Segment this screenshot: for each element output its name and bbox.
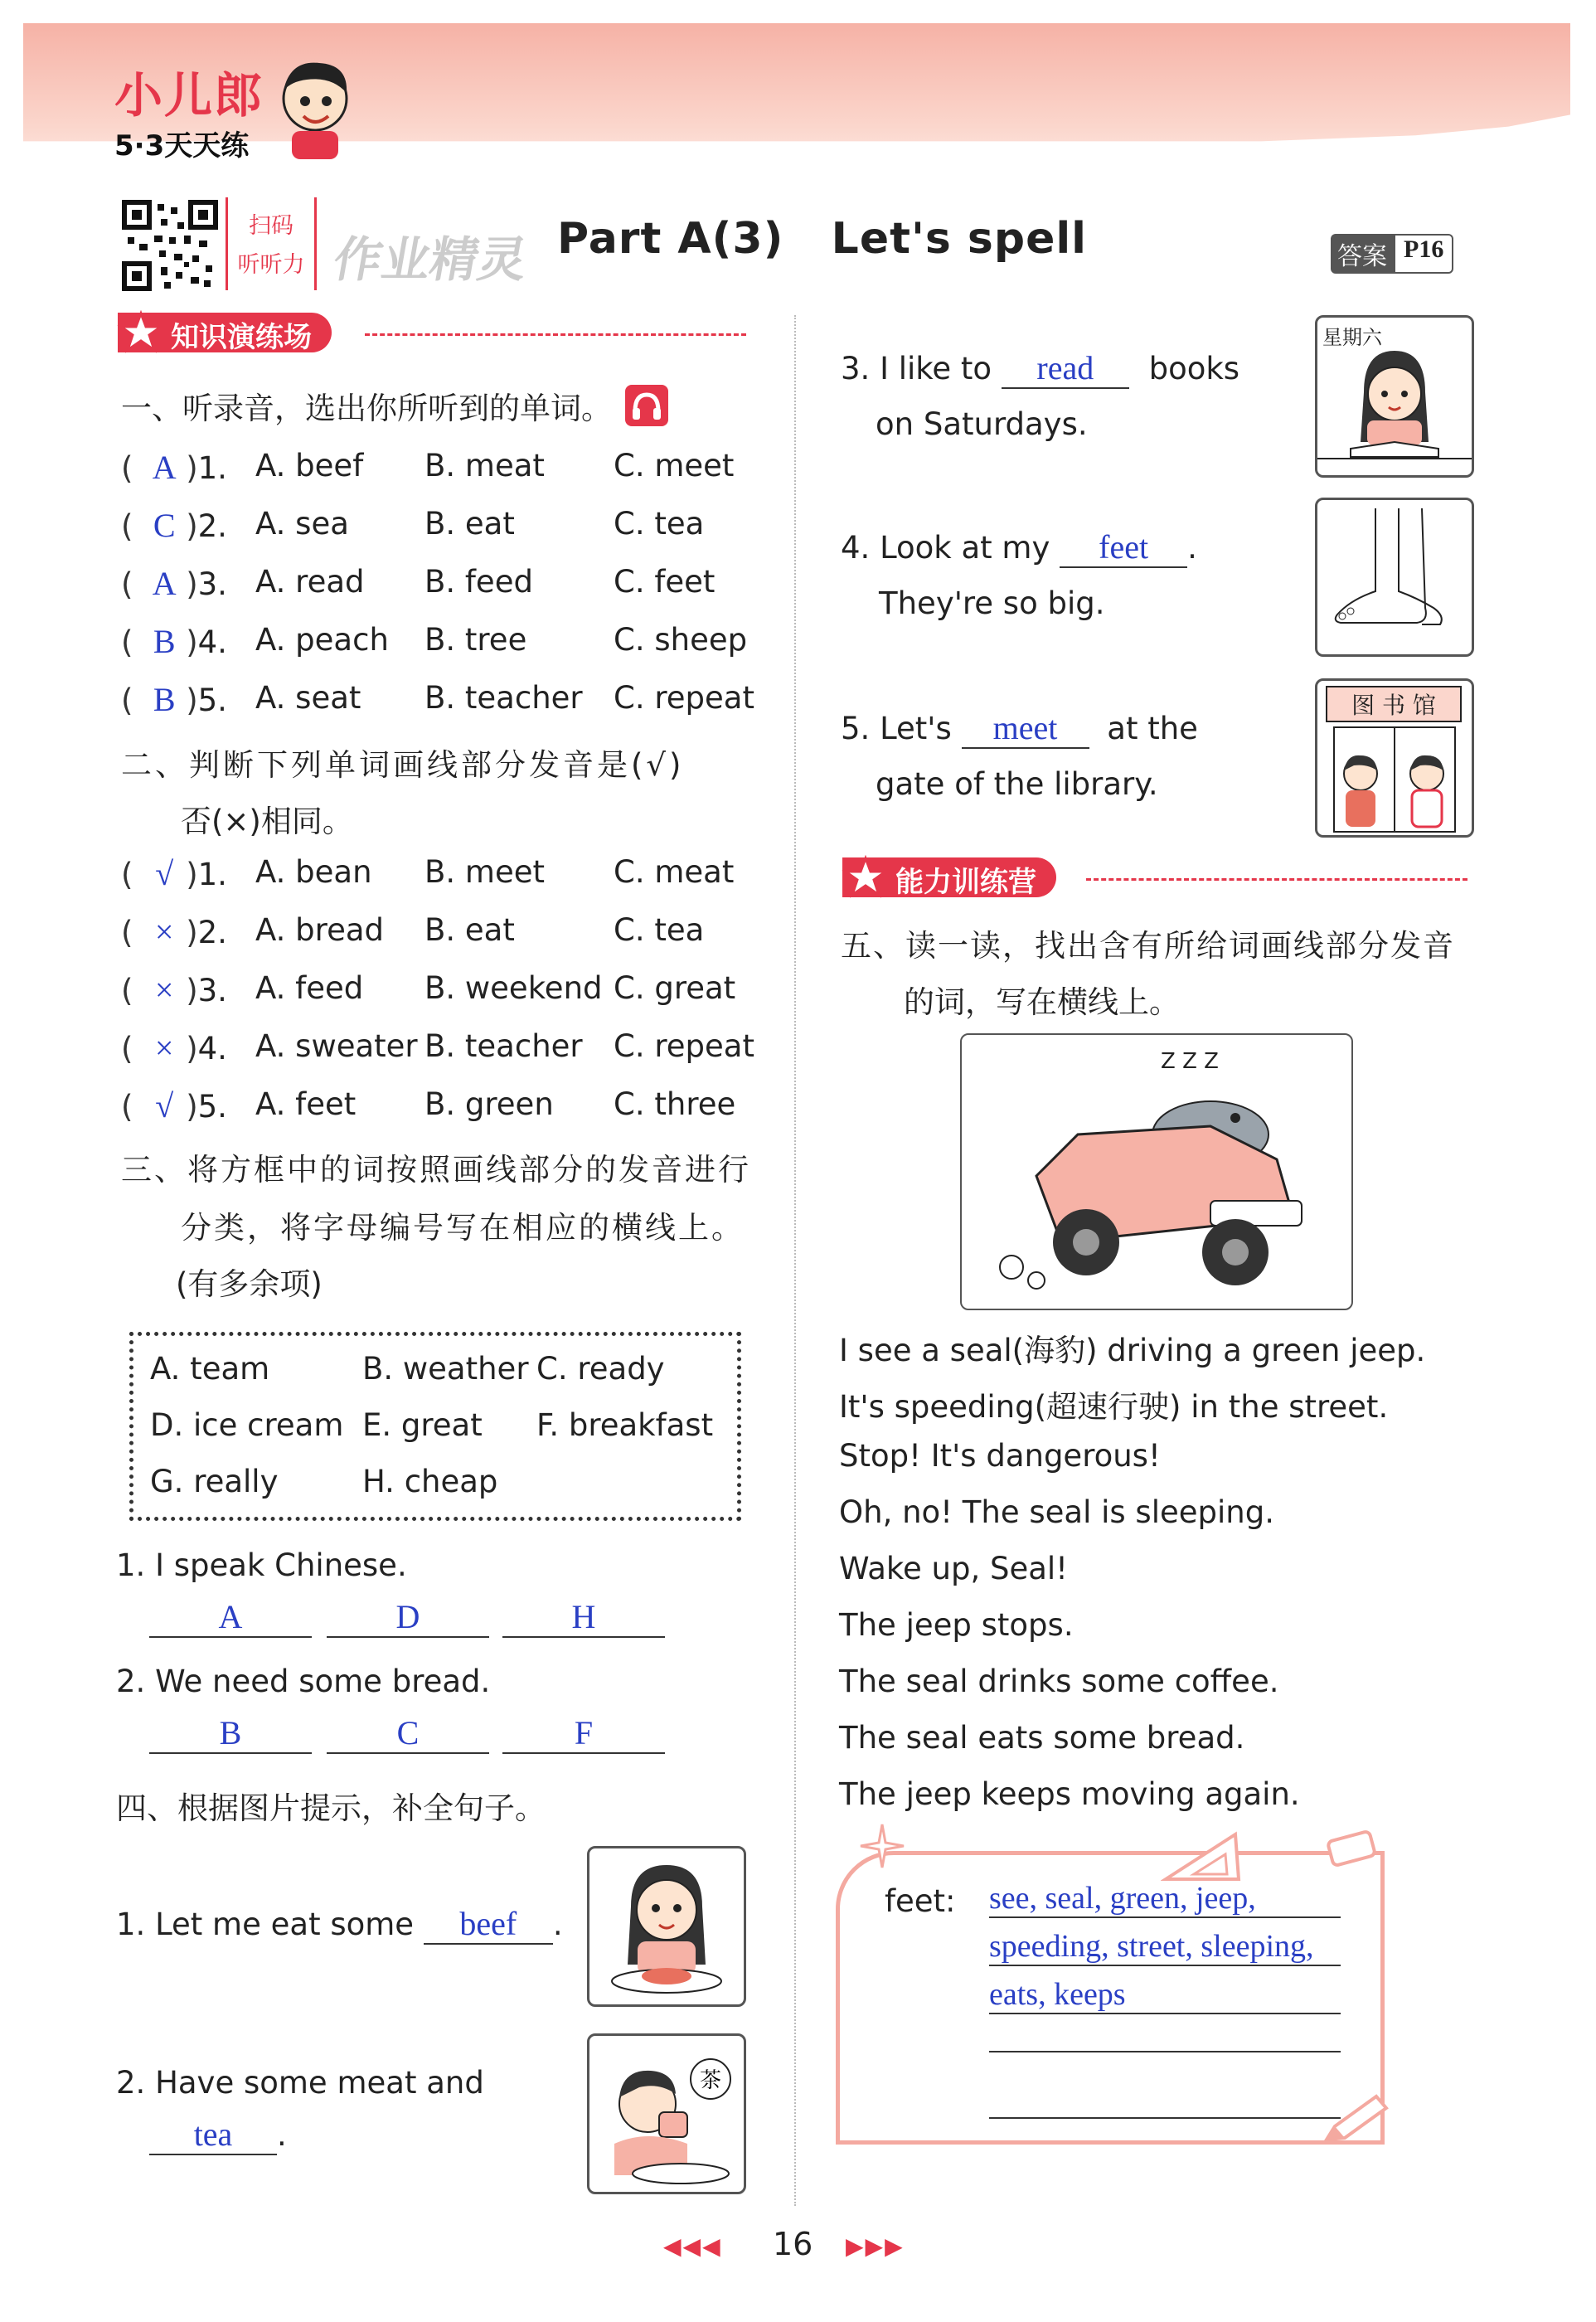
story-line: It's speeding(超速行驶) in the street. [839,1389,1389,1425]
empty-answer-line[interactable] [989,2051,1341,2052]
picture-seal-jeep [960,1033,1353,1310]
page-number: 16 [773,2226,813,2262]
q4-sentence-5-line2: gate of the library. [876,766,1158,802]
q1-option-b: B. feed [424,564,533,600]
q3-sentence-1: 1. I speak Chinese. [116,1547,407,1583]
story-line: The jeep stops. [839,1607,1074,1643]
brand-title: 小儿郎 [114,67,264,124]
eraser-icon [1325,1828,1378,1869]
q1-item: ( B )4. A. peach B. tree C. sheep [121,622,748,660]
prev-page-arrows[interactable]: ◀◀◀ [663,2232,722,2260]
q2-option-b: B. eat [424,912,515,948]
q4-s2-suffix: . [277,2117,287,2153]
q4-s1-prefix: 1. Let me eat some [116,1907,415,1942]
q1-num: 4. [197,624,227,660]
q2-option-a: A. feed [255,970,364,1006]
q1-option-c: C. meet [614,448,735,483]
q4-sentence-1 [116,1904,563,1945]
mascot-boy-icon [274,53,357,161]
word-option: F. breakfast [536,1407,714,1443]
column-divider [794,315,796,2206]
word-option: G. really [150,1464,279,1499]
q4-sentence-3 [841,348,1239,389]
word-option: D. ice cream [150,1407,344,1443]
q1-heading [121,383,612,428]
zzz-label: Z Z Z [1161,1049,1219,1074]
feet-icon [1317,500,1472,654]
q2-answer[interactable]: √ [155,855,174,892]
story-line: The jeep keeps moving again. [839,1776,1300,1812]
answer-line[interactable]: eats, keeps [989,1976,1341,2014]
brand-subtitle: 5·3天天练 [114,129,250,163]
q2-num: 3. [197,973,227,1008]
q1-option-c: C. repeat [614,680,754,716]
qr-code [121,199,219,292]
answer-blank[interactable]: F [502,1713,665,1754]
q1-item: ( A )3. A. read B. feed C. feet [121,564,716,602]
q4-s1-suffix: . [552,1907,563,1942]
answer-blank[interactable]: meet [962,708,1089,749]
q2-option-a: A. bean [255,854,372,890]
picture-girl-reading [1315,315,1474,478]
q2-heading-line1: 二、判断下列单词画线部分发音是(√) [121,747,685,783]
q1-item: ( C )2. A. sea B. eat C. tea [121,506,705,544]
q2-num: 5. [197,1089,227,1125]
q1-option-a: A. beef [255,448,364,483]
q4-sentence-2-line1: 2. Have some meat and [116,2065,484,2101]
saturday-label: 星期六 [1322,326,1382,349]
answer-line[interactable]: speeding, street, sleeping, [989,1928,1341,1966]
banner-dash-line [1086,878,1467,881]
empty-answer-line[interactable] [989,2117,1341,2119]
q1-option-b: B. eat [424,506,515,542]
q1-heading-text: 一、听录音，选出你所听到的单词。 [121,391,612,426]
answer-blank[interactable]: H [502,1597,665,1638]
answer-label: 答案 [1331,234,1394,274]
answer-badge[interactable] [1331,234,1453,274]
q2-option-b: B. weekend [424,970,603,1006]
q3-heading-line3: (有多余项) [176,1266,323,1302]
girl-eating-icon [589,1848,744,2004]
q2-option-c: C. tea [614,912,705,948]
q4-s5-prefix: 5. Let's [841,711,952,746]
q4-sentence-4-line2: They're so big. [879,585,1105,621]
q1-item: ( A )1. A. beef B. meat C. meet [121,448,735,486]
tea-label: 茶 [699,2068,722,2093]
q1-option-c: C. sheep [614,622,748,658]
q2-answer[interactable]: × [154,913,174,950]
answer-blank[interactable]: D [327,1597,489,1638]
q5-heading-line2: 的词，写在横线上。 [904,984,1180,1020]
ruler-triangle-icon [1161,1828,1244,1886]
answer-blank[interactable]: tea [149,2115,277,2155]
feet-label: feet: [885,1883,956,1919]
q2-option-a: A. sweater [255,1028,418,1064]
q1-item: ( B )5. A. seat B. teacher C. repeat [121,680,754,718]
word-option: E. great [362,1407,483,1443]
q3-heading-line2: 分类，将字母编号写在相应的横线上。 [181,1210,745,1246]
picture-boy-drinking-tea [587,2033,746,2194]
q1-option-a: A. peach [255,622,389,658]
q1-option-c: C. tea [614,506,705,542]
scan-text-2: 听听力 [237,252,305,278]
q2-num: 4. [197,1031,227,1066]
picture-feet [1315,498,1474,657]
q4-sentence-5 [841,708,1198,749]
q1-num: 1. [197,450,227,486]
boy-drinking-tea-icon [589,2036,744,2192]
scan-text-1: 扫码 [249,213,293,239]
answer-blank[interactable]: B [149,1713,312,1754]
seal-driving-jeep-icon [962,1035,1351,1309]
q1-answer[interactable]: C [153,507,176,544]
q2-option-c: C. great [614,970,736,1006]
answer-line[interactable]: see, seal, green, jeep, [989,1880,1341,1918]
q2-item: ( × )3. A. feed B. weekend C. great [121,970,736,1008]
q2-item: ( × )4. A. sweater B. teacher C. repeat [121,1028,754,1066]
q2-option-b: B. meet [424,854,545,890]
section-banner-ability-label: 能力训练营 [842,857,1056,897]
q2-option-c: C. repeat [614,1028,754,1064]
brand-logo [114,56,264,163]
sparkle-icon [857,1821,907,1871]
q1-num: 2. [197,508,227,544]
q1-answer[interactable]: A [152,449,177,486]
answer-blank[interactable]: read [1002,348,1129,389]
q4-s4-prefix: 4. Look at my [841,530,1050,566]
q2-option-c: C. three [614,1086,736,1122]
q3-sentence-2: 2. We need some bread. [116,1664,491,1699]
word-option: H. cheap [362,1464,498,1499]
q2-option-b: B. green [424,1086,554,1122]
next-page-arrows[interactable]: ▶▶▶ [846,2232,905,2260]
q2-heading-line2: 否(×)相同。 [181,804,353,839]
q4-sentence-4 [841,527,1197,568]
q4-s3-suffix: books [1148,351,1240,386]
q4-sentence-2-line2 [149,2115,287,2155]
q1-option-a: A. seat [255,680,361,716]
story-line: Wake up, Seal! [839,1551,1069,1586]
headphones-icon[interactable] [625,385,668,426]
story-line: Stop! It's dangerous! [839,1438,1161,1474]
q1-answer[interactable]: A [152,565,177,602]
picture-girl-eating-beef [587,1846,746,2007]
q2-answer[interactable]: × [154,971,174,1008]
q2-item: ( × )2. A. bread B. eat C. tea [121,912,705,950]
q4-s3-prefix: 3. I like to [841,351,992,386]
q1-option-b: B. tree [424,622,527,658]
q1-num: 5. [197,683,227,718]
answer-blank[interactable]: feet [1060,527,1187,568]
pencil-icon [1318,2090,1393,2148]
q2-item: ( √ )1. A. bean B. meet C. meat [121,854,735,892]
q2-num: 2. [197,915,227,950]
answer-page: P16 [1394,234,1453,274]
story-line: I see a seal(海豹) driving a green jeep. [839,1333,1426,1368]
word-option: C. ready [536,1351,665,1387]
answer-blank[interactable]: A [149,1597,312,1638]
q1-option-b: B. teacher [424,680,583,716]
banner-star-icon [841,855,890,898]
section-banner-knowledge-label: 知识演练场 [118,313,332,352]
q1-option-c: C. feet [614,564,716,600]
q4-s4-suffix: . [1187,530,1197,566]
q2-option-b: B. teacher [424,1028,583,1064]
page-title: Part A(3) Let's spell [557,214,1088,264]
scan-listen-button[interactable] [226,197,317,290]
answer-blank[interactable]: C [327,1713,489,1754]
q1-option-b: B. meat [424,448,545,483]
q1-answer[interactable]: B [153,623,176,660]
story-line: The seal drinks some coffee. [839,1664,1279,1699]
banner-star-icon [116,310,166,353]
q2-num: 1. [197,857,227,892]
story-line: Oh, no! The seal is sleeping. [839,1494,1274,1530]
q2-option-a: A. bread [255,912,384,948]
q4-sentence-3-line2: on Saturdays. [876,406,1088,442]
word-option: B. weather [362,1351,529,1387]
q2-option-a: A. feet [255,1086,357,1122]
picture-library [1315,678,1474,838]
q3-heading-line1: 三、将方框中的词按照画线部分的发音进行 [121,1152,751,1188]
watermark: 作业精灵 [329,231,532,288]
library-sign: 图 书 馆 [1326,686,1462,722]
q2-option-c: C. meat [614,854,735,890]
q2-item: ( √ )5. A. feet B. green C. three [121,1086,736,1125]
answer-card [836,1851,1385,2145]
q3-word-box [129,1332,741,1521]
q4-heading: 四、根据图片提示，补全句子。 [116,1790,546,1826]
story-line: The seal eats some bread. [839,1720,1245,1756]
answer-blank[interactable]: beef [424,1904,553,1945]
q4-s5-suffix: at the [1107,711,1198,746]
q1-answer[interactable]: B [153,681,176,718]
q1-option-a: A. sea [255,506,349,542]
q5-heading-line1: 五、读一读，找出含有所给词画线部分发音 [841,928,1455,964]
q2-answer[interactable]: × [154,1029,174,1066]
word-option: A. team [150,1351,270,1387]
banner-dash-line [365,333,746,336]
q1-option-a: A. read [255,564,365,600]
q2-answer[interactable]: √ [155,1087,174,1125]
q1-num: 3. [197,566,227,602]
